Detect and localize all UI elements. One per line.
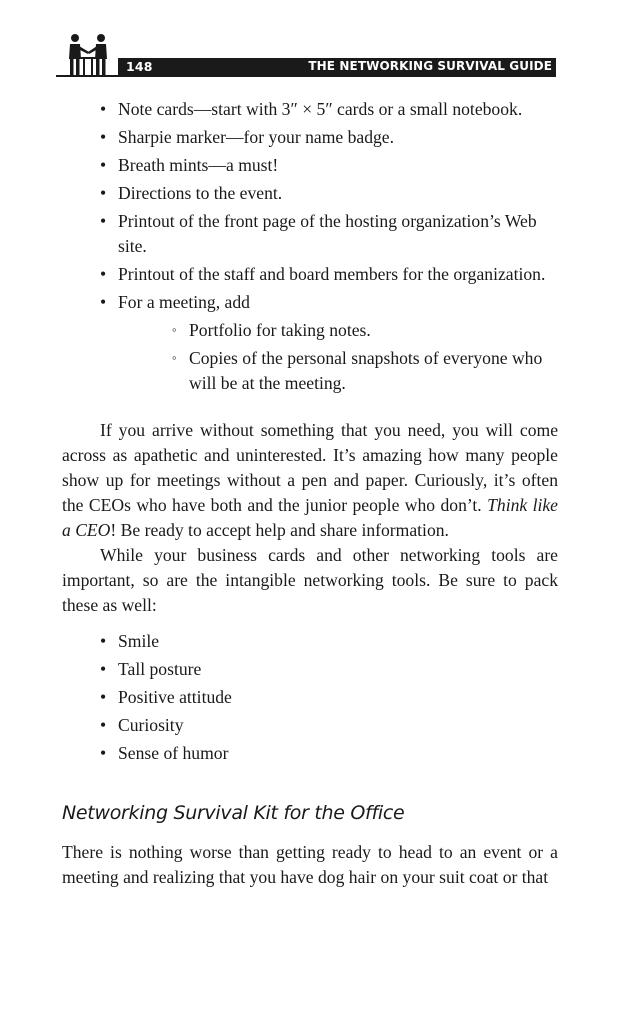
header-rule: [56, 75, 556, 77]
list-item: • Sharpie marker—for your name badge.: [62, 125, 558, 150]
paragraph-office: There is nothing worse than getting ready to head to an event or a meeting and realizing that you have dog hair on your suit coat or that: [62, 842, 558, 887]
list-item: • Tall posture: [62, 657, 558, 682]
sub-bullet-icon: ◦: [172, 322, 177, 337]
handshake-figures-icon: [59, 31, 117, 77]
page-number: 148: [126, 59, 153, 74]
intangible-tools-list: [62, 629, 558, 766]
bullet-icon: •: [100, 183, 107, 203]
bullet-icon: •: [100, 292, 107, 312]
list-item: • Printout of the staff and board members for the organization.: [62, 262, 558, 287]
bullet-icon: •: [100, 687, 107, 707]
list-item: • Directions to the event.: [62, 181, 558, 206]
sub-bullet-icon: ◦: [172, 350, 177, 365]
paragraph-arrive: If you arrive without something that you need, you will come across as apathetic and uninterested. It’s amazing how many people show up for meetings without a pen and paper. Curiously, it’s often the CEOs who have both and the junior people who don’t. Think like a CEO! Be ready to accept help and share information.: [62, 420, 558, 540]
list-item: • Breath mints—a must!: [62, 153, 558, 178]
paragraph-intangible: While your business cards and other networking tools are important, so are the intangible networking tools. Be sure to pack these as well:: [62, 545, 558, 615]
list-item: • Sense of humor: [62, 741, 558, 766]
section-heading: Networking Survival Kit for the Office: [62, 802, 405, 824]
sublist-item: ◦ Copies of the personal snapshots of everyone who will be at the meeting.: [118, 346, 558, 396]
meeting-sublist: [118, 318, 558, 396]
header-bar: [118, 58, 556, 76]
packing-list: [62, 97, 558, 396]
bullet-icon: •: [100, 264, 107, 284]
page-content: [62, 97, 558, 890]
sublist-item: ◦ Portfolio for taking notes.: [118, 318, 558, 343]
list-item: • Positive attitude: [62, 685, 558, 710]
list-item: • Note cards—start with 3″ × 5″ cards or a small notebook.: [62, 97, 558, 122]
bullet-icon: •: [100, 155, 107, 175]
list-item: • Smile: [62, 629, 558, 654]
bullet-icon: •: [100, 99, 107, 119]
bullet-icon: •: [100, 631, 107, 651]
page-header: [56, 28, 556, 80]
emphasis-text: Think like a CEO: [62, 495, 558, 540]
running-head: THE NETWORKING SURVIVAL GUIDE: [308, 59, 552, 73]
bullet-icon: •: [100, 659, 107, 679]
list-item: • For a meeting, add ◦ Portfolio for taking notes. ◦ Copies of the personal snapshots of everyone who will be at the meeting.: [62, 290, 558, 396]
bullet-icon: •: [100, 715, 107, 735]
list-item: • Printout of the front page of the hosting organization’s Web site.: [100, 211, 537, 256]
bullet-icon: •: [100, 743, 107, 763]
bullet-icon: •: [100, 127, 107, 147]
list-item: • Curiosity: [62, 713, 558, 738]
bullet-icon: •: [100, 211, 107, 231]
